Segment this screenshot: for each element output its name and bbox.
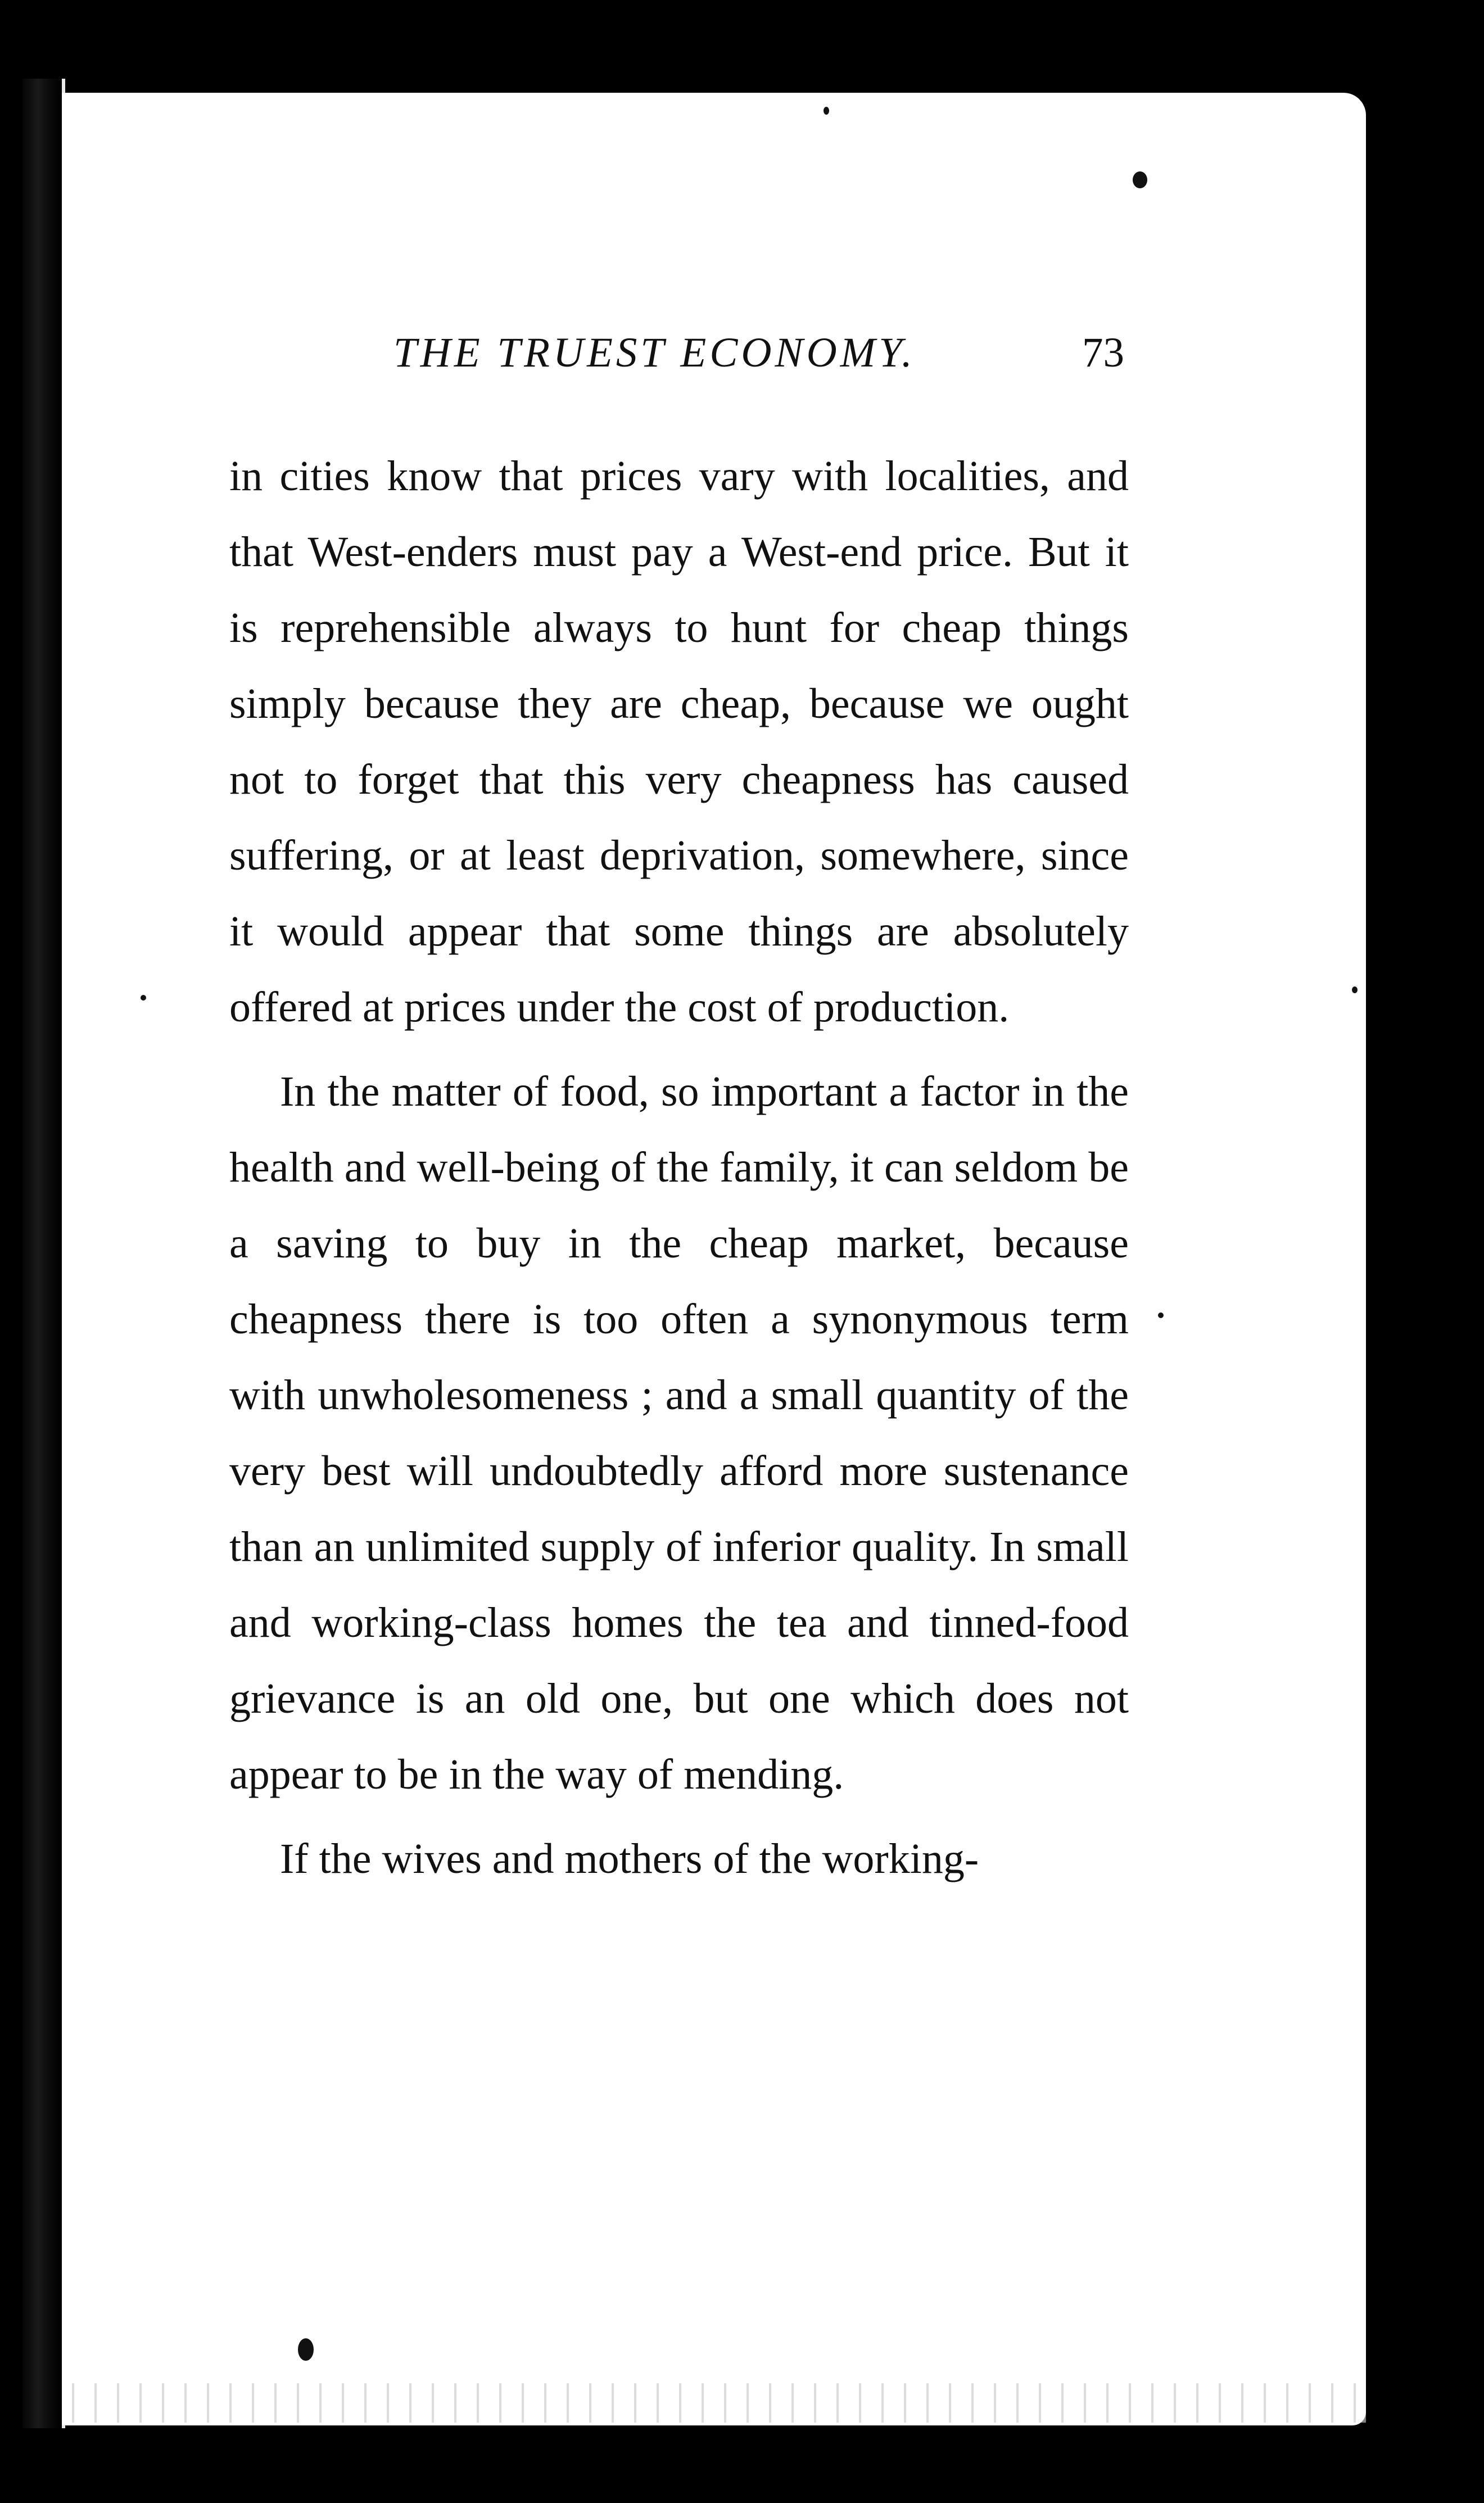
page-body-text <box>229 438 1129 1905</box>
book-binding-edge <box>22 79 65 2428</box>
paragraph-1: in cities know that prices vary with localities, and that West-enders must pay a West-end price. But it is reprehensible always to hunt for cheap things simply because they are cheap, because we ought not to forget that this very cheapness has caused suffering, or at least deprivation, somewhere, since it would appear that some things are absolutely offered at prices under the cost of production. <box>229 452 1129 1031</box>
scan-speck <box>1133 171 1147 188</box>
scan-speck <box>1352 986 1358 993</box>
page-number: 73 <box>1082 329 1124 376</box>
paragraph-3: If the wives and mothers of the working- <box>280 1835 979 1882</box>
paragraph-2: In the matter of food, so important a factor in the health and well-being of the family, it can seldom be a saving to buy in the cheap market, because cheapness there is too often a synonymous term with unwholesomeness ; and a small quantity of the very best will undoubtedly afford more sustenance than an unlimited supply of inferior quality. In small and working-class homes the tea and tinned-food grievance is an old one, but one which does not appear to be in the way of mending. <box>229 1068 1129 1798</box>
running-head-title: THE TRUEST ECONOMY. <box>393 329 916 376</box>
scan-speck <box>298 2338 314 2361</box>
scan-speck <box>141 995 146 1001</box>
scan-speck <box>824 107 829 115</box>
scan-noise-bottom <box>62 2383 1366 2423</box>
running-head <box>304 329 1130 391</box>
scan-speck <box>1158 1312 1164 1318</box>
